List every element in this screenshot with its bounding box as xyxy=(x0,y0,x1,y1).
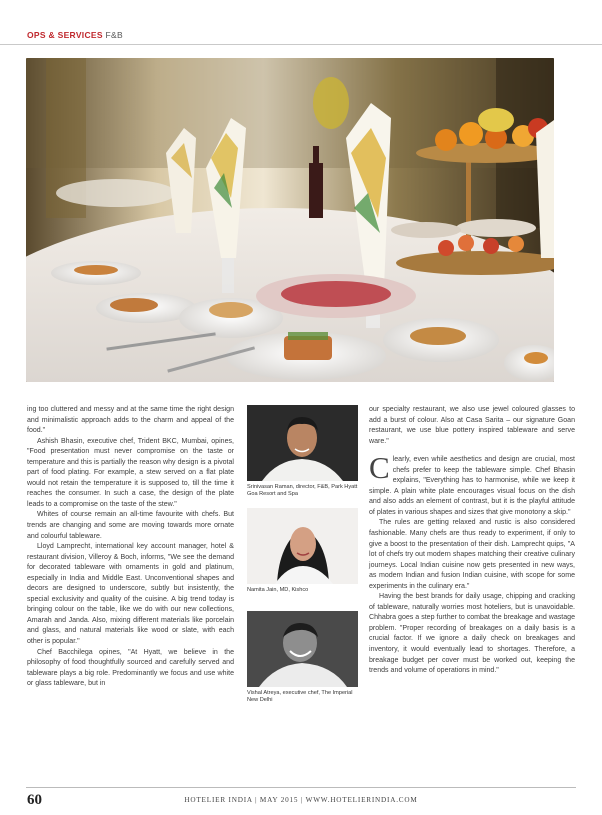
portrait-caption: Vishal Atreya, executive chef, The Imperial New Delhi xyxy=(247,690,353,704)
paragraph: Having the best brands for daily usage, chipping and cracking of tableware, naturally worries most hoteliers, but is unavoidable. Chhabra goes a step further to combat the breakage and wastage problem. "Proper recording of breakages on a daily basis is a crucial factor. If we ignore a daily check on breakages and inventory, it would eventually lead to shortages. Therefore, a breakage budget per cover must be worked out, keeping the trends and volume of operations in mind." xyxy=(369,593,575,675)
drop-cap: C xyxy=(369,450,390,486)
paragraph: Chef Bacchilega opines, "At Hyatt, we believe in the philosophy of food thoughtfully sourced and carefully served and tableware plays a big role. Predominantly we focus and use white or glass tableware, but in xyxy=(27,648,234,688)
portrait-photo xyxy=(247,405,358,481)
page-header xyxy=(0,0,602,46)
paragraph: Lloyd Lamprecht, international key account manager, hotel & restaurant division, Villeroy & Boch, informs, "We see the demand for decorated tableware with ornaments in gold and platinum, especially in India and Middle East. Unconventional shapes and decors are designed to underscore, subtly but insistently, the special exclusivity and quality of the cuisine. A big trend today is bringing colour on the table, like we do with our new collections, Amarah and Janda. Also, mixing different materials like porcelain and glass, and natural materials like wood or slate, with each other is popular." xyxy=(27,543,234,646)
portrait-caption: Namita Jain, MD, Kishco xyxy=(247,587,309,593)
portrait-photo xyxy=(247,508,358,584)
article-column-left xyxy=(27,405,234,690)
subsection-name: F&B xyxy=(105,30,123,40)
footer-rule xyxy=(26,787,576,788)
article-column-right xyxy=(369,405,575,677)
portrait-caption: Srinivasan Raman, director, F&B, Park Hyatt Goa Resort and Spa xyxy=(247,484,358,498)
banquet-table-photo xyxy=(26,58,554,382)
paragraph: The rules are getting relaxed and rustic is also considered fashionable. Many chefs are thus ready to experiment, if only to give a boost to the presentation of their dish. Lamprecht quips, "A lot of chefs try out modern shapes matching their creative culinary journeys. Local Indian cuisine now gets presented in new ways, as modern Indian and fusion Indian cuisine, with scope for some experiments in the culinary era." xyxy=(369,519,575,590)
section-name: OPS & SERVICES xyxy=(27,30,103,40)
publication-footer: HOTELIER INDIA | MAY 2015 | WWW.HOTELIERINDIA.COM xyxy=(184,796,418,804)
portrait-photo xyxy=(247,611,358,687)
paragraph: our specialty restaurant, we also use jewel coloured glasses to add a burst of colour. Also at Casa Sarita – our signature Goan restaurant, we use blue pottery inspired tableware and serve ware." xyxy=(369,406,575,445)
section-tag xyxy=(27,30,123,40)
paragraph: Ashish Bhasin, executive chef, Trident BKC, Mumbai, opines, "Food presentation must never compromise on the taste or temperature and this is partially the reason why design is a pivotal part of food plating. For example, a stew served on a flat plate would not retain the temperature it is supposed to, till the time it reaches the consumer. In such a case, the design of the plate leads to a compromise on the taste of the stew." xyxy=(27,437,234,508)
paragraph: ing too cluttered and messy and at the same time the right design and minimalistic approach adds to the charm and appeal of the food." xyxy=(27,406,234,435)
drop-cap-paragraph xyxy=(369,450,575,518)
paragraph-text: learly, even while aesthetics and design are crucial, most chefs prefer to keep the tableware simple. Chef Bhasin explains, "Everything has to harmonise, while we keep it simple. A plain white plate encourages visual focus on the dish and also adds an element of contrast, but it is the playful attitude of plates in various shapes and sizes that give monotony a skip." xyxy=(369,456,575,516)
portrait-column xyxy=(247,405,358,714)
header-rule xyxy=(0,44,602,45)
page-number: 60 xyxy=(27,792,42,808)
paragraph: Whites of course remain an all-time favourite with chefs. But trends are changing and some are moving towards more ornate and colourful tableware. xyxy=(27,511,234,540)
